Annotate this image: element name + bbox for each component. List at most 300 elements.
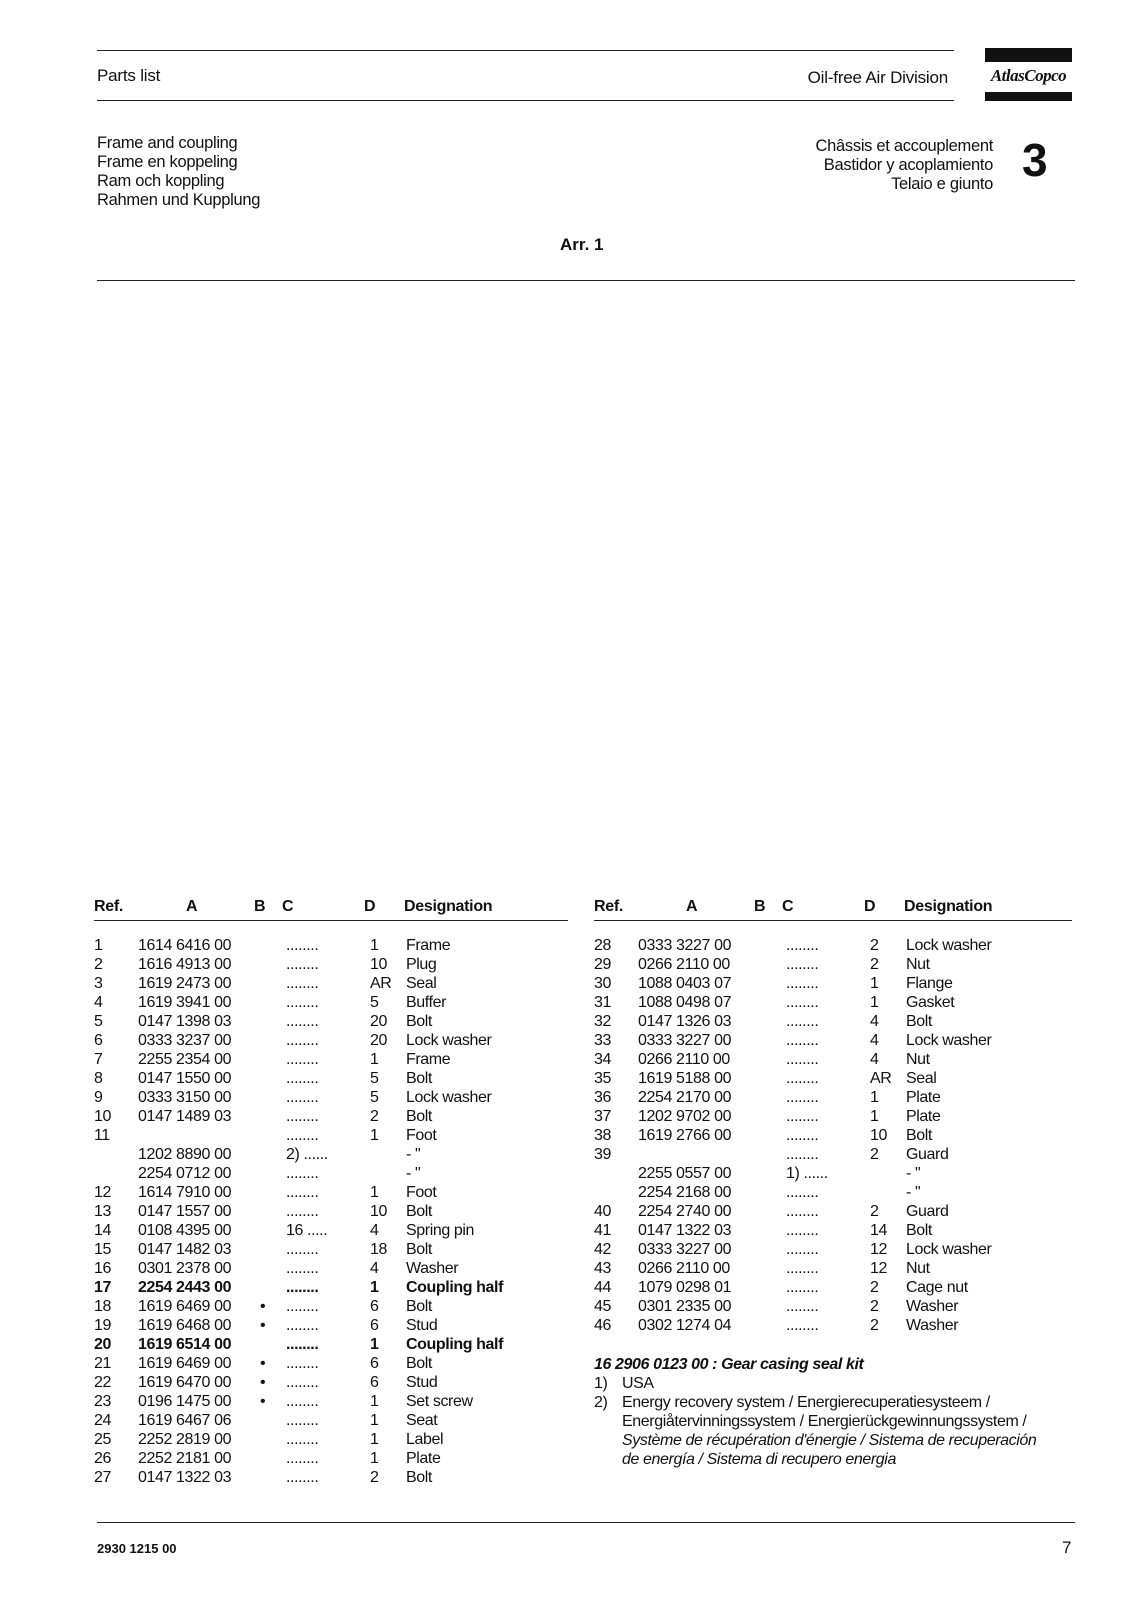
table-row (94, 1127, 568, 1146)
part-number: 1079 0298 01 (638, 1279, 732, 1296)
page-number: 7 (1062, 1538, 1072, 1557)
part-ref: 17 (94, 1279, 111, 1296)
table-row (594, 937, 1072, 956)
part-reference-dots: ........ (786, 1260, 819, 1277)
footnote-2-line: Energiåtervinningssystem / Energierückgewinnungssystem / (622, 1413, 1027, 1430)
table-row (594, 1279, 1072, 1298)
part-designation: Flange (906, 975, 953, 992)
part-designation: Coupling half (406, 1279, 504, 1296)
part-ref: 24 (94, 1412, 111, 1429)
part-number: 1619 3941 00 (138, 994, 232, 1011)
part-designation: - " (406, 1165, 421, 1182)
table-row (94, 1051, 568, 1070)
part-ref: 40 (594, 1203, 611, 1220)
table-row (594, 1127, 1072, 1146)
part-designation: Guard (906, 1203, 949, 1220)
table-row (594, 1260, 1072, 1279)
table-row (594, 1108, 1072, 1127)
part-ref: 22 (94, 1374, 111, 1391)
footnote-2-number: 2) (594, 1394, 608, 1411)
part-reference-dots: ........ (286, 1374, 319, 1391)
part-number: 2252 2181 00 (138, 1450, 232, 1467)
table-row (94, 1222, 568, 1241)
part-number: 0108 4395 00 (138, 1222, 232, 1239)
table-row (594, 975, 1072, 994)
part-ref: 32 (594, 1013, 611, 1030)
part-designation: Washer (906, 1317, 959, 1334)
part-quantity: 4 (870, 1051, 879, 1068)
part-designation: Seal (406, 975, 437, 992)
table-row (94, 937, 568, 956)
col-b: B (254, 898, 266, 915)
part-designation: Bolt (906, 1013, 932, 1030)
part-reference-dots: ........ (286, 1127, 319, 1144)
logo-text: AtlasCopco (990, 66, 1067, 85)
table-row (94, 1298, 568, 1317)
part-designation: Bolt (906, 1222, 932, 1239)
table-row (94, 994, 568, 1013)
part-number: 1619 2473 00 (138, 975, 232, 992)
part-ref: 31 (594, 994, 611, 1011)
part-number: 1619 5188 00 (638, 1070, 732, 1087)
part-quantity: AR (870, 1070, 892, 1087)
header-rule-top (97, 50, 954, 51)
part-ref: 23 (94, 1393, 111, 1410)
arrangement-label: Arr. 1 (560, 235, 604, 254)
part-quantity: 1 (370, 1051, 379, 1068)
part-designation: Lock washer (906, 1241, 992, 1258)
part-number: 0301 2378 00 (138, 1260, 232, 1277)
part-reference-dots: ........ (786, 937, 819, 954)
part-number: 2254 2443 00 (138, 1279, 232, 1296)
part-number: 1614 7910 00 (138, 1184, 232, 1201)
part-designation: Washer (906, 1298, 959, 1315)
part-reference-dots: ........ (786, 1127, 819, 1144)
footnote-1-number: 1) (594, 1375, 608, 1392)
part-quantity: 1 (370, 1450, 379, 1467)
table-row (94, 1146, 568, 1165)
part-quantity: 2 (870, 1146, 879, 1163)
part-reference-dots: ........ (286, 1165, 319, 1182)
part-ref: 35 (594, 1070, 611, 1087)
part-ref: 16 (94, 1260, 111, 1277)
part-number: 2254 2170 00 (638, 1089, 732, 1106)
title-rule (97, 280, 1075, 281)
part-number: 2254 0712 00 (138, 1165, 232, 1182)
part-number: 0266 2110 00 (638, 1260, 730, 1277)
part-quantity: 6 (370, 1355, 379, 1372)
part-quantity: 4 (870, 1013, 879, 1030)
table-row (94, 1412, 568, 1431)
table-row (94, 1431, 568, 1450)
part-number: 2255 2354 00 (138, 1051, 232, 1068)
part-quantity: 5 (370, 1070, 379, 1087)
part-designation: Guard (906, 1146, 949, 1163)
part-designation: Nut (906, 1260, 930, 1277)
part-number: 2252 2819 00 (138, 1431, 232, 1448)
part-number: 1619 6514 00 (138, 1336, 232, 1353)
part-reference-dots: ........ (286, 1184, 319, 1201)
footnote-2-line: Système de récupération d'énergie / Sistema de recuperación (622, 1432, 1037, 1449)
table-row (94, 1013, 568, 1032)
table-row (594, 1241, 1072, 1260)
part-designation: Foot (406, 1127, 437, 1144)
part-designation: Plate (406, 1450, 441, 1467)
part-designation: Bolt (406, 1013, 432, 1030)
part-quantity: 2 (870, 1317, 879, 1334)
part-quantity: 2 (370, 1469, 379, 1486)
table-row (594, 994, 1072, 1013)
title-italian: Telaio e giunto (891, 175, 993, 193)
part-reference-dots: ........ (786, 1051, 819, 1068)
part-reference-dots: ........ (286, 1203, 319, 1220)
part-quantity: 1 (370, 1279, 379, 1296)
part-quantity: 6 (370, 1317, 379, 1334)
part-number: 1619 6467 06 (138, 1412, 232, 1429)
part-designation: Plate (906, 1089, 941, 1106)
part-designation: Bolt (406, 1469, 432, 1486)
part-quantity: 2 (870, 937, 879, 954)
part-number: 0302 1274 04 (638, 1317, 732, 1334)
part-number: 0147 1398 03 (138, 1013, 232, 1030)
part-ref: 10 (94, 1108, 111, 1125)
part-number: 0147 1557 00 (138, 1203, 232, 1220)
part-reference-dots: ........ (286, 1089, 319, 1106)
part-designation: Cage nut (906, 1279, 968, 1296)
part-number: 1619 6470 00 (138, 1374, 232, 1391)
table-row (594, 1317, 1072, 1336)
table-row (594, 1222, 1072, 1241)
part-designation: Bolt (406, 1070, 432, 1087)
part-reference-dots: ........ (286, 1051, 319, 1068)
part-quantity: 20 (370, 1013, 387, 1030)
table-row (94, 1165, 568, 1184)
part-quantity: 1 (870, 975, 879, 992)
document-code: 2930 1215 00 (97, 1541, 177, 1556)
part-reference-dots: ........ (286, 1431, 319, 1448)
table-row (94, 956, 568, 975)
title-block-left (97, 134, 260, 210)
part-reference-dots: ........ (286, 1032, 319, 1049)
part-ref: 28 (594, 937, 611, 954)
part-designation: Plate (906, 1108, 941, 1125)
part-reference-dots: ........ (286, 1241, 319, 1258)
part-reference-dots: ........ (286, 1336, 319, 1353)
part-designation: Nut (906, 956, 930, 973)
part-ref: 14 (94, 1222, 111, 1239)
part-reference-dots: ........ (286, 1013, 319, 1030)
part-number: 0147 1322 03 (138, 1469, 232, 1486)
part-designation: Lock washer (406, 1032, 492, 1049)
part-reference-dots: 2) ...... (286, 1146, 328, 1163)
part-reference-dots: ........ (786, 1013, 819, 1030)
part-ref: 42 (594, 1241, 611, 1258)
part-number: 0333 3227 00 (638, 1241, 732, 1258)
part-quantity: 10 (370, 1203, 387, 1220)
part-quantity: 20 (370, 1032, 387, 1049)
part-quantity: 14 (870, 1222, 887, 1239)
part-reference-dots: ........ (786, 1279, 819, 1296)
part-ref: 3 (94, 975, 103, 992)
part-designation: - " (906, 1165, 921, 1182)
part-reference-dots: ........ (286, 1412, 319, 1429)
part-number: 0147 1482 03 (138, 1241, 232, 1258)
part-quantity: 1 (870, 1089, 879, 1106)
part-reference-dots: ........ (286, 1469, 319, 1486)
part-ref: 26 (94, 1450, 111, 1467)
table-row (94, 1393, 568, 1412)
part-number: 2254 2740 00 (638, 1203, 732, 1220)
part-ref: 20 (94, 1336, 111, 1353)
table-header-rule-left (94, 920, 568, 921)
part-reference-dots: ........ (286, 994, 319, 1011)
part-reference-dots: ........ (786, 1089, 819, 1106)
part-reference-dots: ........ (286, 1108, 319, 1125)
part-ref: 2 (94, 956, 103, 973)
service-marker: • (260, 1298, 266, 1315)
part-number: 0266 2110 00 (638, 1051, 730, 1068)
part-ref: 18 (94, 1298, 111, 1315)
table-row (94, 1260, 568, 1279)
part-quantity: 12 (870, 1241, 887, 1258)
section-number: 3 (1022, 134, 1048, 186)
part-reference-dots: ........ (786, 1222, 819, 1239)
part-designation: Stud (406, 1317, 438, 1334)
part-reference-dots: 16 ..... (286, 1222, 328, 1239)
part-quantity: 1 (870, 994, 879, 1011)
table-row (94, 1032, 568, 1051)
part-designation: Lock washer (406, 1089, 492, 1106)
part-reference-dots: ........ (286, 975, 319, 992)
part-designation: Frame (406, 1051, 451, 1068)
footnote-1-text: USA (622, 1375, 654, 1392)
title-german: Rahmen und Kupplung (97, 191, 261, 209)
part-number: 2254 2168 00 (638, 1184, 732, 1201)
part-quantity: 5 (370, 994, 379, 1011)
part-designation: Seat (406, 1412, 438, 1429)
part-designation: - " (906, 1184, 921, 1201)
part-reference-dots: ........ (786, 1298, 819, 1315)
part-ref: 39 (594, 1146, 611, 1163)
part-quantity: 18 (370, 1241, 387, 1258)
part-designation: Buffer (406, 994, 446, 1011)
footnote-1 (594, 1374, 1072, 1393)
part-quantity: 10 (370, 956, 387, 973)
part-ref: 44 (594, 1279, 611, 1296)
part-designation: Washer (406, 1260, 459, 1277)
table-row (94, 1355, 568, 1374)
part-ref: 34 (594, 1051, 611, 1068)
part-designation: Plug (406, 956, 437, 973)
part-quantity: 1 (370, 1412, 379, 1429)
table-row (594, 1089, 1072, 1108)
part-number: 0147 1322 03 (638, 1222, 732, 1239)
table-row (94, 975, 568, 994)
title-english: Frame and coupling (97, 134, 238, 152)
title-spanish: Bastidor y acoplamiento (823, 156, 993, 174)
logo-bar-top (985, 48, 1072, 62)
part-quantity: 2 (870, 1298, 879, 1315)
col-designation: Designation (404, 898, 493, 915)
part-number: 0333 3237 00 (138, 1032, 232, 1049)
part-reference-dots: ........ (286, 956, 319, 973)
footer-rule (97, 1522, 1075, 1523)
part-reference-dots: ........ (286, 1355, 319, 1372)
table-row (94, 1374, 568, 1393)
part-quantity: 4 (870, 1032, 879, 1049)
table-row (594, 1203, 1072, 1222)
title-french: Châssis et accouplement (815, 137, 993, 155)
part-number: 0301 2335 00 (638, 1298, 732, 1315)
part-ref: 27 (94, 1469, 111, 1486)
footnote-2 (594, 1393, 1072, 1469)
part-ref: 46 (594, 1317, 611, 1334)
col-a: A (186, 898, 198, 915)
table-row (594, 1013, 1072, 1032)
seal-kit-note: 16 2906 0123 00 : Gear casing seal kit (594, 1356, 864, 1373)
col-ref: Ref. (94, 898, 124, 915)
part-ref: 11 (94, 1127, 110, 1144)
part-reference-dots: ........ (286, 1298, 319, 1315)
part-quantity: 1 (370, 1184, 379, 1201)
part-number: 0147 1326 03 (638, 1013, 732, 1030)
part-number: 1619 6469 00 (138, 1355, 232, 1372)
part-number: 0266 2110 00 (638, 956, 730, 973)
table-row (594, 1165, 1072, 1184)
part-reference-dots: ........ (286, 1317, 319, 1334)
part-ref: 13 (94, 1203, 111, 1220)
part-quantity: 2 (870, 1203, 879, 1220)
table-row (594, 1298, 1072, 1317)
title-swedish: Ram och koppling (97, 172, 225, 190)
col-b: B (754, 898, 766, 915)
part-reference-dots: ........ (286, 937, 319, 954)
table-row (94, 1469, 568, 1488)
part-reference-dots: ........ (786, 1317, 819, 1334)
part-ref: 4 (94, 994, 103, 1011)
part-ref: 43 (594, 1260, 611, 1277)
part-designation: Bolt (906, 1127, 932, 1144)
part-quantity: 2 (870, 1279, 879, 1296)
part-number: 0147 1489 03 (138, 1108, 232, 1125)
part-ref: 29 (594, 956, 611, 973)
part-quantity: 12 (870, 1260, 887, 1277)
part-ref: 21 (94, 1355, 111, 1372)
table-row (94, 1184, 568, 1203)
table-row (94, 1203, 568, 1222)
part-ref: 12 (94, 1184, 111, 1201)
part-number: 0333 3227 00 (638, 937, 732, 954)
table-row (94, 1450, 568, 1469)
table-row (94, 1089, 568, 1108)
part-designation: Bolt (406, 1355, 432, 1372)
part-number: 2255 0557 00 (638, 1165, 732, 1182)
part-ref: 9 (94, 1089, 103, 1106)
notes-block (594, 1355, 1072, 1469)
part-quantity: 6 (370, 1298, 379, 1315)
part-quantity: 1 (870, 1108, 879, 1125)
part-number: 1616 4913 00 (138, 956, 232, 973)
part-designation: Set screw (406, 1393, 473, 1410)
part-ref: 30 (594, 975, 611, 992)
part-designation: Bolt (406, 1298, 432, 1315)
part-quantity: 6 (370, 1374, 379, 1391)
part-reference-dots: ........ (786, 1032, 819, 1049)
col-d: D (864, 898, 876, 915)
part-designation: Lock washer (906, 937, 992, 954)
table-row (94, 1241, 568, 1260)
table-row (94, 1336, 568, 1355)
table-row (94, 1070, 568, 1089)
parts-table-left (94, 937, 568, 1488)
part-designation: Foot (406, 1184, 437, 1201)
part-number: 1088 0403 07 (638, 975, 732, 992)
part-ref: 33 (594, 1032, 611, 1049)
part-quantity: 5 (370, 1089, 379, 1106)
part-reference-dots: 1) ...... (786, 1165, 828, 1182)
col-a: A (686, 898, 698, 915)
part-ref: 45 (594, 1298, 611, 1315)
col-c: C (782, 898, 794, 915)
service-marker: • (260, 1393, 266, 1410)
part-ref: 15 (94, 1241, 111, 1258)
part-number: 1619 2766 00 (638, 1127, 732, 1144)
part-designation: Stud (406, 1374, 438, 1391)
parts-table-right (594, 937, 1072, 1336)
part-reference-dots: ........ (786, 975, 819, 992)
part-designation: Seal (906, 1070, 937, 1087)
part-reference-dots: ........ (286, 1279, 319, 1296)
col-designation: Designation (904, 898, 993, 915)
part-ref: 7 (94, 1051, 103, 1068)
title-dutch: Frame en koppeling (97, 153, 238, 171)
table-row (594, 1070, 1072, 1089)
service-marker: • (260, 1317, 266, 1334)
part-number: 1202 8890 00 (138, 1146, 232, 1163)
part-ref: 41 (594, 1222, 611, 1239)
table-row (594, 1146, 1072, 1165)
part-quantity: 1 (370, 1336, 379, 1353)
part-number: 0196 1475 00 (138, 1393, 232, 1410)
footnote-2-line: Energy recovery system / Energierecuperatiesysteem / (622, 1394, 990, 1411)
part-ref: 25 (94, 1431, 111, 1448)
doc-type: Parts list (97, 66, 161, 85)
part-reference-dots: ........ (286, 1450, 319, 1467)
part-reference-dots: ........ (286, 1070, 319, 1087)
part-quantity: 1 (370, 1127, 379, 1144)
part-number: 1202 9702 00 (638, 1108, 732, 1125)
part-designation: - " (406, 1146, 421, 1163)
part-number: 1619 6469 00 (138, 1298, 232, 1315)
service-marker: • (260, 1374, 266, 1391)
part-quantity: 4 (370, 1260, 379, 1277)
table-header-right (594, 898, 1072, 918)
part-designation: Frame (406, 937, 451, 954)
part-quantity: 10 (870, 1127, 887, 1144)
part-reference-dots: ........ (786, 1108, 819, 1125)
col-c: C (282, 898, 294, 915)
part-designation: Bolt (406, 1108, 432, 1125)
part-quantity: 2 (370, 1108, 379, 1125)
part-number: 1614 6416 00 (138, 937, 232, 954)
part-number: 1619 6468 00 (138, 1317, 232, 1334)
part-quantity: 2 (870, 956, 879, 973)
part-number: 1088 0498 07 (638, 994, 732, 1011)
table-row (594, 956, 1072, 975)
header-rule-bottom (97, 100, 954, 101)
part-designation: Coupling half (406, 1336, 504, 1353)
table-header-left (94, 898, 568, 918)
